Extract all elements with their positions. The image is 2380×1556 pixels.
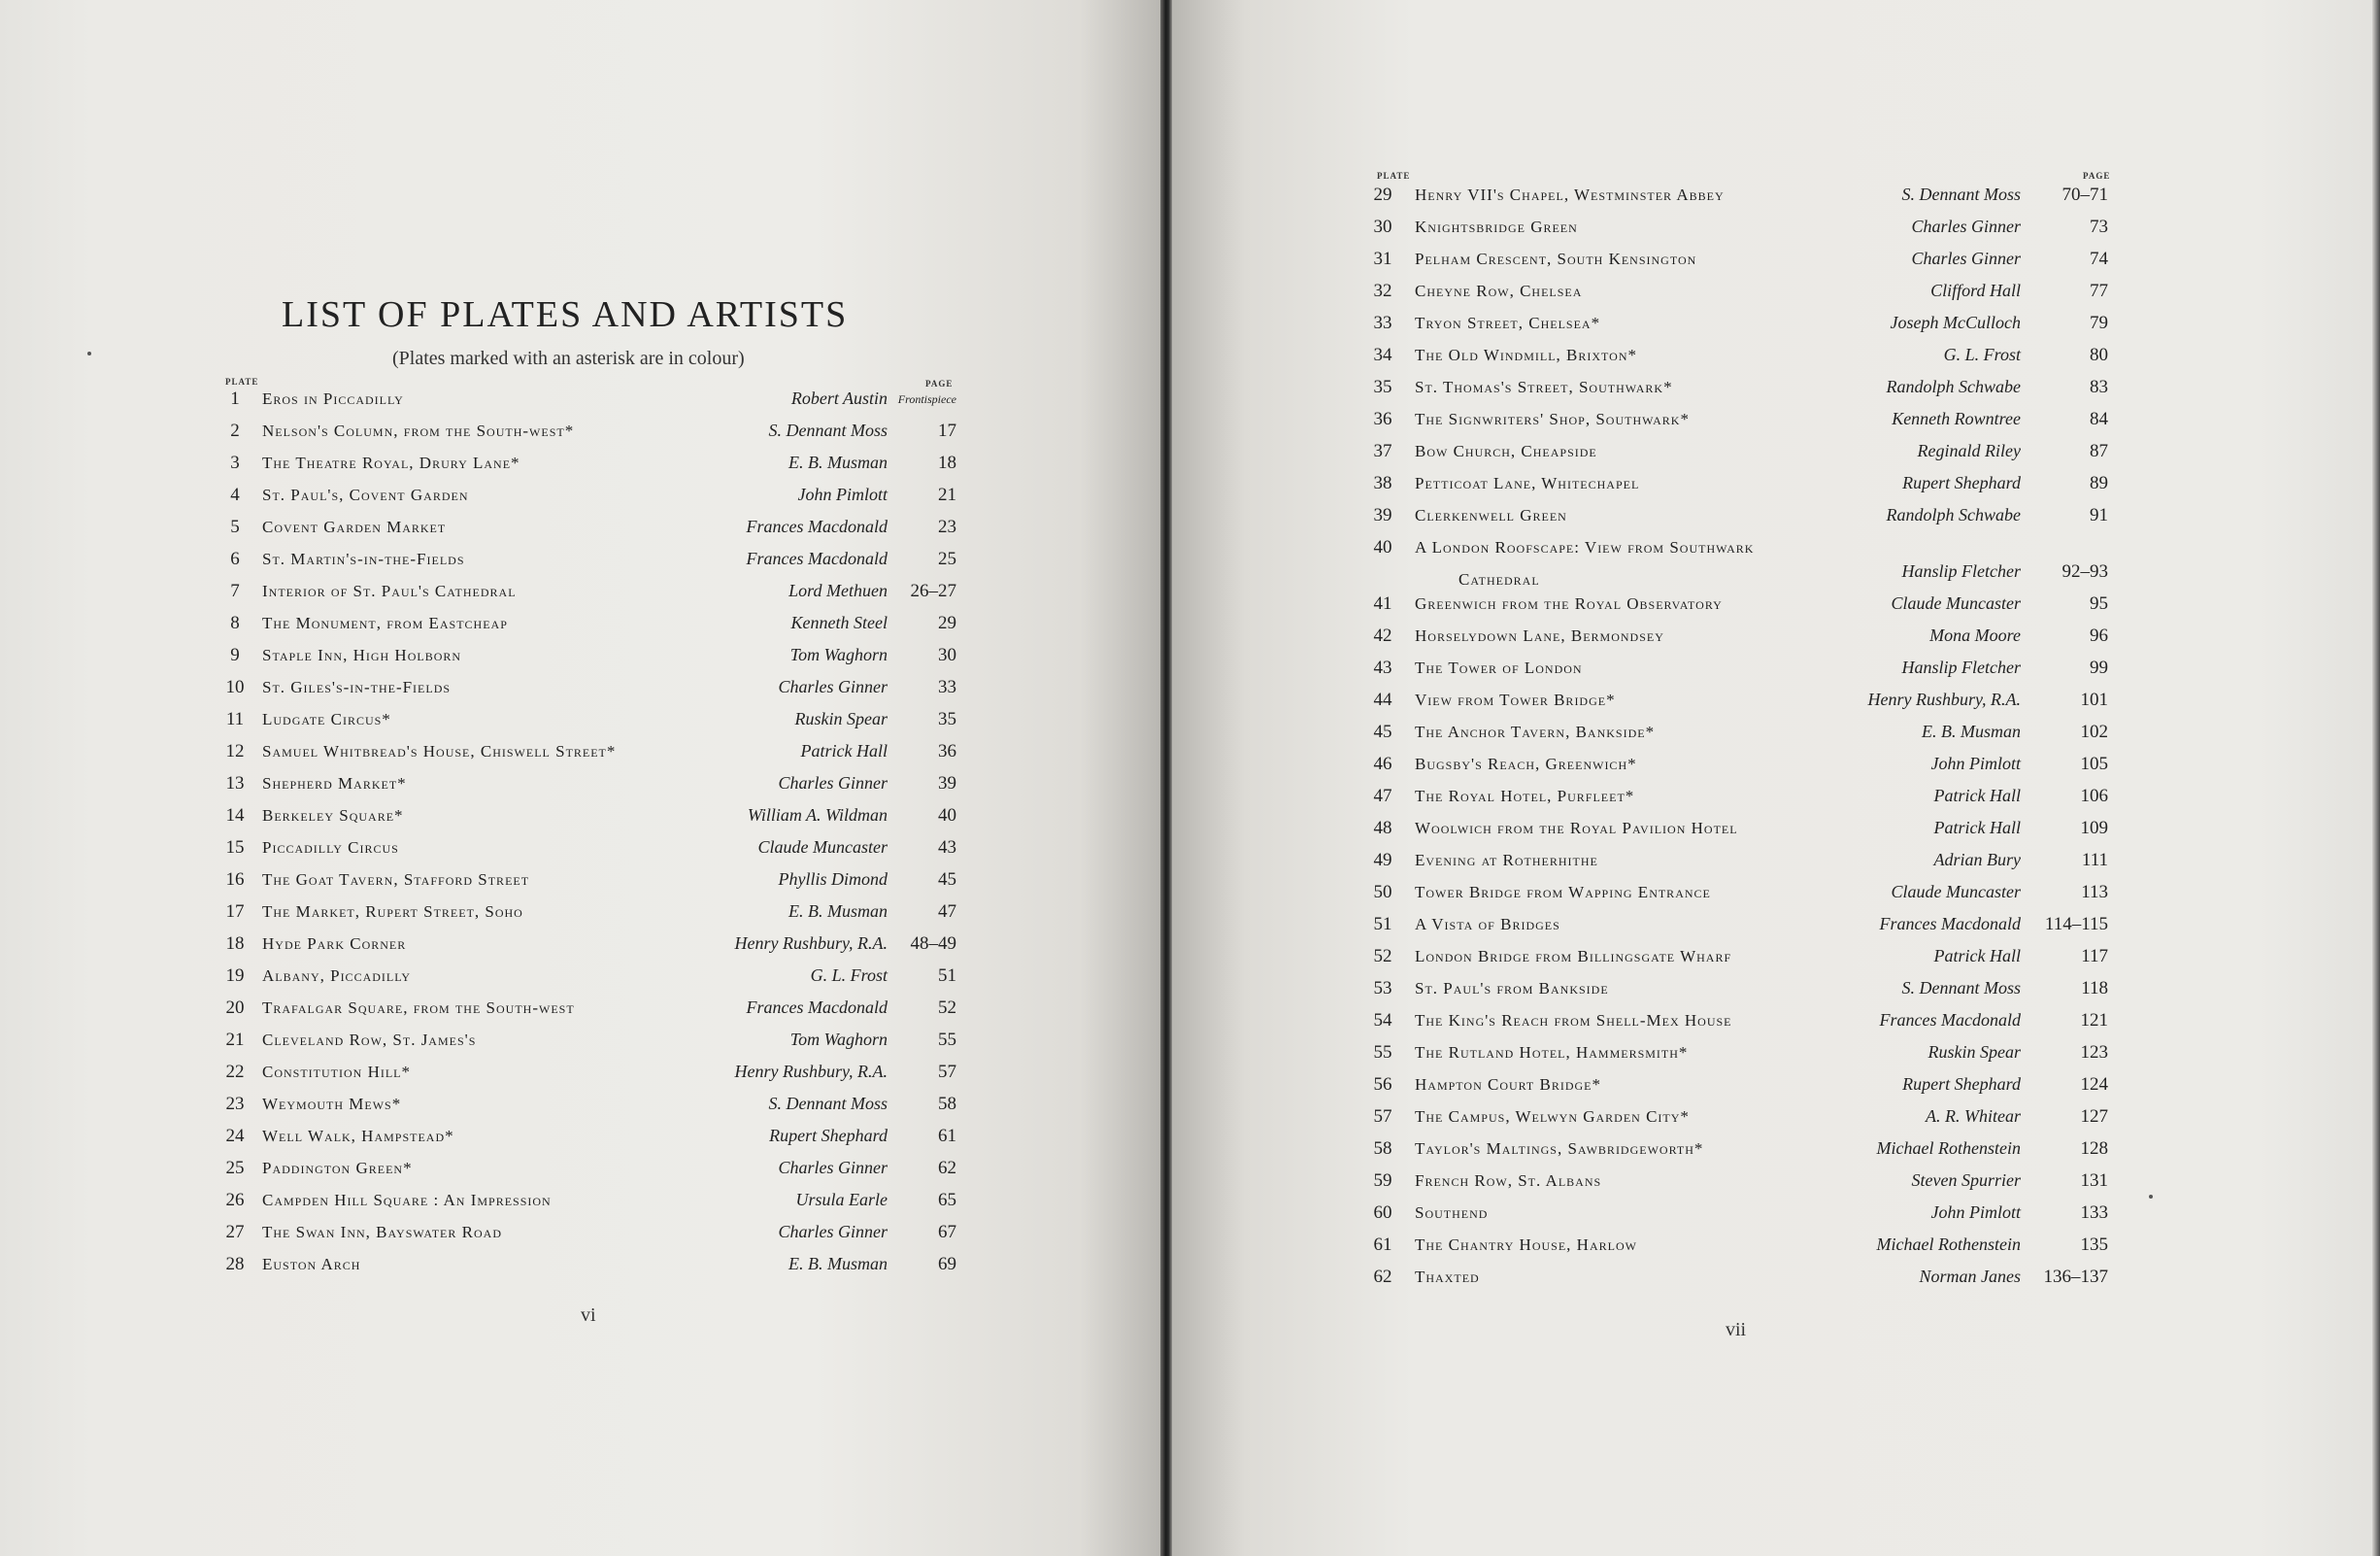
plate-title: Southend: [1415, 1203, 1489, 1222]
plate-title: The Anchor Tavern, Bankside*: [1415, 723, 1656, 741]
plate-number: 59: [1373, 1170, 1392, 1191]
plate-title: Horselydown Lane, Bermondsey: [1415, 626, 1664, 645]
plate-artist: S. Dennant Moss: [1901, 978, 2021, 998]
plate-page: 45: [938, 869, 956, 890]
plate-title: Cleveland Row, St. James's: [262, 1031, 477, 1049]
plate-entry: [0, 818, 2380, 850]
plate-number: 60: [1373, 1202, 1392, 1223]
plate-number: 45: [1373, 722, 1392, 742]
plate-page: 51: [938, 965, 956, 986]
plate-entry: [0, 537, 2380, 593]
plate-number: 52: [1373, 946, 1392, 966]
plate-entry: [0, 1267, 2380, 1299]
plate-page: 106: [2080, 786, 2108, 806]
plate-artist: Michael Rothenstein: [1876, 1235, 2021, 1254]
plate-title: Nelson's Column, from the South-west*: [262, 422, 575, 440]
plate-artist: Robert Austin: [790, 389, 888, 408]
plate-artist: S. Dennant Moss: [768, 1094, 888, 1113]
plate-title: The Tower of London: [1415, 659, 1583, 677]
plate-page: 124: [2080, 1074, 2108, 1095]
plate-title: St. Thomas's Street, Southwark*: [1415, 378, 1673, 396]
left-folio: vi: [581, 1304, 596, 1326]
plate-number: 29: [1373, 185, 1392, 205]
plate-title: The Rutland Hotel, Hammersmith*: [1415, 1043, 1689, 1062]
plate-page: 52: [938, 998, 956, 1018]
plate-page: 127: [2080, 1106, 2108, 1127]
plate-page: 74: [2090, 249, 2108, 269]
plate-title: Bow Church, Cheapside: [1415, 442, 1597, 460]
plate-number: 1: [230, 389, 240, 409]
plate-title: Constitution Hill*: [262, 1063, 412, 1081]
plate-page: 39: [938, 773, 956, 794]
plate-number: 12: [225, 741, 245, 761]
plate-artist: Frances Macdonald: [746, 517, 888, 536]
plate-page: 67: [938, 1222, 956, 1242]
plate-number: 36: [1373, 409, 1392, 429]
plate-number: 13: [225, 773, 245, 794]
plate-entry: [0, 1138, 2380, 1170]
plate-number: 14: [225, 805, 245, 826]
plate-artist: Tom Waghorn: [789, 645, 888, 664]
plate-number: 3: [230, 453, 240, 473]
plate-number: 51: [1373, 914, 1392, 934]
plate-number: 27: [225, 1222, 245, 1242]
plate-title: Taylor's Maltings, Sawbridgeworth*: [1415, 1139, 1704, 1158]
plate-artist: Henry Rushbury, R.A.: [734, 1062, 888, 1081]
plate-number: 4: [230, 485, 240, 505]
plate-artist: Ursula Earle: [795, 1190, 888, 1209]
plate-artist: Patrick Hall: [800, 741, 888, 761]
plate-artist: Reginald Riley: [1917, 441, 2021, 460]
plate-page: 131: [2080, 1170, 2108, 1191]
plate-page: 99: [2090, 658, 2108, 678]
plate-artist: Henry Rushbury, R.A.: [734, 933, 888, 953]
plate-entry: [0, 754, 2380, 786]
plate-number: 7: [230, 581, 240, 601]
plate-artist: G. L. Frost: [1943, 345, 2021, 364]
plate-page: 30: [938, 645, 956, 665]
plate-page: 87: [2090, 441, 2108, 461]
plate-page: 113: [2081, 882, 2108, 902]
plate-page: 58: [938, 1094, 956, 1114]
plate-artist: Tom Waghorn: [789, 1030, 888, 1049]
plate-artist: William A. Wildman: [747, 805, 888, 825]
plate-page: 101: [2080, 690, 2108, 710]
plate-title: Albany, Piccadilly: [262, 966, 412, 985]
plate-artist: Charles Ginner: [778, 773, 888, 793]
plate-number: 26: [225, 1190, 245, 1210]
plate-entry: [0, 914, 2380, 946]
plate-entry: [0, 786, 2380, 818]
plate-page: 102: [2080, 722, 2108, 742]
plate-page: 136–137: [2043, 1267, 2108, 1287]
plate-page: Frontispiece: [897, 392, 956, 406]
plate-entry: [0, 1202, 2380, 1235]
plate-page: 36: [938, 741, 956, 761]
plate-title: The Royal Hotel, Purfleet*: [1415, 787, 1635, 805]
plate-number: 16: [225, 869, 245, 890]
plate-artist: Kenneth Steel: [790, 613, 888, 632]
plate-title: The Goat Tavern, Stafford Street: [262, 870, 530, 889]
plate-page: 95: [2090, 593, 2108, 614]
plate-artist: Rupert Shephard: [1902, 473, 2021, 492]
plate-number: 17: [225, 901, 245, 922]
plate-artist: Mona Moore: [1929, 626, 2021, 645]
plate-title: Thaxted: [1415, 1268, 1480, 1286]
plate-number: 30: [1373, 217, 1392, 237]
plate-number: 25: [225, 1158, 245, 1178]
plate-artist: Claude Muncaster: [1891, 882, 2021, 901]
plate-number: 20: [225, 998, 245, 1018]
right-plate-column-header: PLATE: [1377, 171, 1411, 181]
plate-title: Weymouth Mews*: [262, 1095, 402, 1113]
plate-title: Hampton Court Bridge*: [1415, 1075, 1602, 1094]
plate-artist: Hanslip Fletcher: [1901, 658, 2021, 677]
plate-title-continued: Cathedral: [1458, 570, 1540, 589]
plate-entry: [0, 1074, 2380, 1106]
plate-number: 54: [1373, 1010, 1392, 1031]
plate-title: Eros in Piccadilly: [262, 389, 404, 408]
plate-artist: Charles Ginner: [1911, 249, 2021, 268]
plate-artist: Patrick Hall: [1933, 818, 2021, 837]
plate-number: 56: [1373, 1074, 1392, 1095]
plate-number: 10: [225, 677, 245, 697]
plate-number: 2: [230, 421, 240, 441]
plate-title: Cheyne Row, Chelsea: [1415, 282, 1583, 300]
page-title: LIST OF PLATES AND ARTISTS: [282, 294, 849, 335]
plate-entry: [0, 1042, 2380, 1074]
plate-page: 25: [938, 549, 956, 569]
plate-title: St. Giles's-in-the-Fields: [262, 678, 452, 696]
plate-page: 55: [938, 1030, 956, 1050]
plate-number: 35: [1373, 377, 1392, 397]
plate-number: 28: [225, 1254, 245, 1274]
plate-page: 118: [2081, 978, 2108, 998]
plate-title: Campden Hill Square : An Impression: [262, 1191, 552, 1209]
plate-entry: [0, 978, 2380, 1010]
plate-title: Piccadilly Circus: [262, 838, 399, 857]
plate-number: 34: [1373, 345, 1392, 365]
plate-page: 96: [2090, 626, 2108, 646]
plate-number: 46: [1373, 754, 1392, 774]
plate-page: 18: [938, 453, 956, 473]
plate-artist: Lord Methuen: [788, 581, 888, 600]
plate-page: 79: [2090, 313, 2108, 333]
plate-artist: Charles Ginner: [778, 1158, 888, 1177]
plate-title: Tower Bridge from Wapping Entrance: [1415, 883, 1711, 901]
plate-page: 33: [938, 677, 956, 697]
plate-artist: Frances Macdonald: [1879, 1010, 2021, 1030]
plate-entry: [0, 1235, 2380, 1267]
plate-entry: [0, 377, 2380, 409]
plate-artist: S. Dennant Moss: [1901, 185, 2021, 204]
plate-title: French Row, St. Albans: [1415, 1171, 1602, 1190]
plate-page: 70–71: [2062, 185, 2108, 205]
plate-title: Covent Garden Market: [262, 518, 447, 536]
plate-title: A London Roofscape: View from Southwark: [1415, 538, 1755, 557]
plate-artist: Claude Muncaster: [757, 837, 888, 857]
plate-entry: [0, 313, 2380, 345]
plate-page: 77: [2090, 281, 2108, 301]
plate-artist: John Pimlott: [797, 485, 888, 504]
plate-page: 91: [2090, 505, 2108, 525]
plate-number: 58: [1373, 1138, 1392, 1159]
plate-page: 135: [2080, 1235, 2108, 1255]
plate-artist: Charles Ginner: [778, 1222, 888, 1241]
plate-entry: [0, 690, 2380, 722]
plate-number: 47: [1373, 786, 1392, 806]
plate-title: St. Paul's from Bankside: [1415, 979, 1609, 998]
plate-number: 24: [225, 1126, 245, 1146]
plate-page: 117: [2081, 946, 2108, 966]
plate-title: St. Paul's, Covent Garden: [262, 486, 469, 504]
plate-page: 61: [938, 1126, 956, 1146]
plate-number: 44: [1373, 690, 1392, 710]
plate-artist: G. L. Frost: [810, 965, 888, 985]
plate-title: A Vista of Bridges: [1415, 915, 1560, 933]
plate-number: 61: [1373, 1235, 1392, 1255]
plate-title: Ludgate Circus*: [262, 710, 391, 728]
plate-number: 32: [1373, 281, 1392, 301]
plate-artist: Michael Rothenstein: [1876, 1138, 2021, 1158]
plate-number: 57: [1373, 1106, 1392, 1127]
plate-page: 65: [938, 1190, 956, 1210]
plate-number: 23: [225, 1094, 245, 1114]
plate-entry: [0, 281, 2380, 313]
plate-page: 80: [2090, 345, 2108, 365]
plate-number: 31: [1373, 249, 1392, 269]
plate-entry: [0, 185, 2380, 217]
plate-page: 109: [2080, 818, 2108, 838]
plate-page: 84: [2090, 409, 2108, 429]
plate-title: The King's Reach from Shell-Mex House: [1415, 1011, 1732, 1030]
plate-number: 33: [1373, 313, 1392, 333]
plate-page: 69: [938, 1254, 956, 1274]
plate-artist: Hanslip Fletcher: [1901, 561, 2021, 581]
plate-number: 37: [1373, 441, 1392, 461]
plate-entry: [0, 626, 2380, 658]
plate-page: 40: [938, 805, 956, 826]
plate-title: The Chantry House, Harlow: [1415, 1235, 1637, 1254]
plate-artist: Frances Macdonald: [746, 998, 888, 1017]
plate-title: Pelham Crescent, South Kensington: [1415, 250, 1697, 268]
plate-artist: Rupert Shephard: [1902, 1074, 2021, 1094]
plate-title: Greenwich from the Royal Observatory: [1415, 594, 1723, 613]
plate-artist: E. B. Musman: [788, 901, 888, 921]
plate-page: 121: [2080, 1010, 2108, 1031]
plate-title: Samuel Whitbread's House, Chiswell Street*: [262, 742, 617, 761]
plate-entry: [0, 505, 2380, 537]
plate-entry: [0, 409, 2380, 441]
plate-page: 128: [2080, 1138, 2108, 1159]
plate-title: Tryon Street, Chelsea*: [1415, 314, 1601, 332]
plate-entry: [0, 658, 2380, 690]
plate-number: 38: [1373, 473, 1392, 493]
plate-page: 73: [2090, 217, 2108, 237]
plate-title: The Old Windmill, Brixton*: [1415, 346, 1637, 364]
plate-artist: Randolph Schwabe: [1886, 377, 2021, 396]
right-page-column-header: PAGE: [2083, 171, 2111, 181]
plate-page: 123: [2080, 1042, 2108, 1063]
plate-page: 23: [938, 517, 956, 537]
dust-speck: [87, 352, 91, 355]
plate-title: Well Walk, Hampstead*: [262, 1127, 454, 1145]
plate-entry: [0, 217, 2380, 249]
plate-page: 62: [938, 1158, 956, 1178]
plate-artist: Adrian Bury: [1933, 850, 2021, 869]
plate-title: Knightsbridge Green: [1415, 218, 1578, 236]
plate-artist: E. B. Musman: [1922, 722, 2021, 741]
plate-entry: [0, 946, 2380, 978]
plate-number: 21: [225, 1030, 245, 1050]
plate-page: 83: [2090, 377, 2108, 397]
plate-number: 22: [225, 1062, 245, 1082]
plate-title: The Signwriters' Shop, Southwark*: [1415, 410, 1690, 428]
plate-artist: John Pimlott: [1930, 1202, 2021, 1222]
plate-title: The Monument, from Eastcheap: [262, 614, 508, 632]
plate-page: 47: [938, 901, 956, 922]
dust-speck: [2149, 1195, 2153, 1199]
plate-page: 92–93: [2062, 561, 2108, 582]
plate-entry: [0, 249, 2380, 281]
plate-title: Berkeley Square*: [262, 806, 404, 825]
plate-number: 19: [225, 965, 245, 986]
plate-page: 105: [2080, 754, 2108, 774]
plate-entry: [0, 593, 2380, 626]
plate-artist: Phyllis Dimond: [778, 869, 888, 889]
plate-number: 9: [230, 645, 240, 665]
plate-title: Henry VII's Chapel, Westminster Abbey: [1415, 186, 1725, 204]
plate-title: Staple Inn, High Holborn: [262, 646, 462, 664]
plate-page: 29: [938, 613, 956, 633]
plate-title: Interior of St. Paul's Cathedral: [262, 582, 517, 600]
left-page-column-header: PAGE: [925, 379, 954, 389]
plate-number: 5: [230, 517, 240, 537]
plate-title: Bugsby's Reach, Greenwich*: [1415, 755, 1637, 773]
plate-number: 15: [225, 837, 245, 858]
plate-artist: Frances Macdonald: [1879, 914, 2021, 933]
plate-page: 133: [2080, 1202, 2108, 1223]
plate-entry: [0, 441, 2380, 473]
plate-artist: Charles Ginner: [1911, 217, 2021, 236]
plate-number: 62: [1373, 1267, 1392, 1287]
plate-artist: E. B. Musman: [788, 1254, 888, 1273]
plate-page: 35: [938, 709, 956, 729]
plate-number: 43: [1373, 658, 1392, 678]
plate-artist: Charles Ginner: [778, 677, 888, 696]
plate-number: 8: [230, 613, 240, 633]
plate-number: 53: [1373, 978, 1392, 998]
plate-page: 43: [938, 837, 956, 858]
plate-entry: [0, 1106, 2380, 1138]
plate-artist: Patrick Hall: [1933, 786, 2021, 805]
plate-page: 48–49: [910, 933, 956, 954]
plate-entry: [0, 850, 2380, 882]
plate-number: 55: [1373, 1042, 1392, 1063]
plate-title: Euston Arch: [262, 1255, 361, 1273]
left-plate-column-header: PLATE: [225, 377, 259, 387]
plate-title: The Theatre Royal, Drury Lane*: [262, 454, 520, 472]
plate-title: Petticoat Lane, Whitechapel: [1415, 474, 1640, 492]
plate-artist: John Pimlott: [1930, 754, 2021, 773]
plate-number: 40: [1373, 537, 1392, 558]
plate-artist: Randolph Schwabe: [1886, 505, 2021, 524]
plate-number: 11: [225, 709, 245, 729]
right-plate-list: [0, 185, 2380, 1299]
plate-page: 114–115: [2044, 914, 2108, 934]
plate-entry: [0, 722, 2380, 754]
plate-number: 42: [1373, 626, 1392, 646]
plate-page: 21: [938, 485, 956, 505]
plate-number: 6: [230, 549, 240, 569]
plate-title: Clerkenwell Green: [1415, 506, 1567, 524]
plate-page: 26–27: [910, 581, 956, 601]
plate-number: 18: [225, 933, 245, 954]
plate-artist: E. B. Musman: [788, 453, 888, 472]
plate-title: Woolwich from the Royal Pavilion Hotel: [1415, 819, 1738, 837]
plate-title: The Swan Inn, Bayswater Road: [262, 1223, 502, 1241]
plate-title: Hyde Park Corner: [262, 934, 407, 953]
plate-page: 111: [2081, 850, 2108, 870]
plate-artist: Clifford Hall: [1930, 281, 2021, 300]
plate-title: Evening at Rotherhithe: [1415, 851, 1598, 869]
plate-artist: Claude Muncaster: [1891, 593, 2021, 613]
plate-number: 39: [1373, 505, 1392, 525]
plate-number: 49: [1373, 850, 1392, 870]
plate-entry: [0, 882, 2380, 914]
plate-artist: Steven Spurrier: [1911, 1170, 2021, 1190]
plate-title: The Market, Rupert Street, Soho: [262, 902, 523, 921]
plate-artist: Ruskin Spear: [794, 709, 888, 728]
plate-title: St. Martin's-in-the-Fields: [262, 550, 465, 568]
plate-artist: Patrick Hall: [1933, 946, 2021, 965]
plate-page: 17: [938, 421, 956, 441]
plate-number: 50: [1373, 882, 1392, 902]
plate-entry: [0, 1010, 2380, 1042]
plate-page: 57: [938, 1062, 956, 1082]
plate-artist: Ruskin Spear: [1927, 1042, 2021, 1062]
plate-title: London Bridge from Billingsgate Wharf: [1415, 947, 1732, 965]
page-subtitle: (Plates marked with an asterisk are in colour): [392, 348, 745, 369]
plate-title: View from Tower Bridge*: [1415, 691, 1616, 709]
plate-artist: Kenneth Rowntree: [1892, 409, 2021, 428]
plate-number: 48: [1373, 818, 1392, 838]
plate-number: 41: [1373, 593, 1392, 614]
plate-entry: [0, 473, 2380, 505]
plate-title: Paddington Green*: [262, 1159, 413, 1177]
plate-title: Trafalgar Square, from the South-west: [262, 998, 575, 1017]
plate-artist: Frances Macdonald: [746, 549, 888, 568]
plate-entry: [0, 345, 2380, 377]
right-folio: vii: [1726, 1319, 1747, 1340]
plate-title: Shepherd Market*: [262, 774, 407, 793]
plate-artist: A. R. Whitear: [1926, 1106, 2021, 1126]
plate-artist: Henry Rushbury, R.A.: [1867, 690, 2021, 709]
plate-entry: [0, 1170, 2380, 1202]
plate-artist: Norman Janes: [1919, 1267, 2021, 1286]
plate-artist: Joseph McCulloch: [1890, 313, 2021, 332]
plate-page: 89: [2090, 473, 2108, 493]
plate-artist: Rupert Shephard: [769, 1126, 888, 1145]
plate-artist: S. Dennant Moss: [768, 421, 888, 440]
plate-title: The Campus, Welwyn Garden City*: [1415, 1107, 1690, 1126]
